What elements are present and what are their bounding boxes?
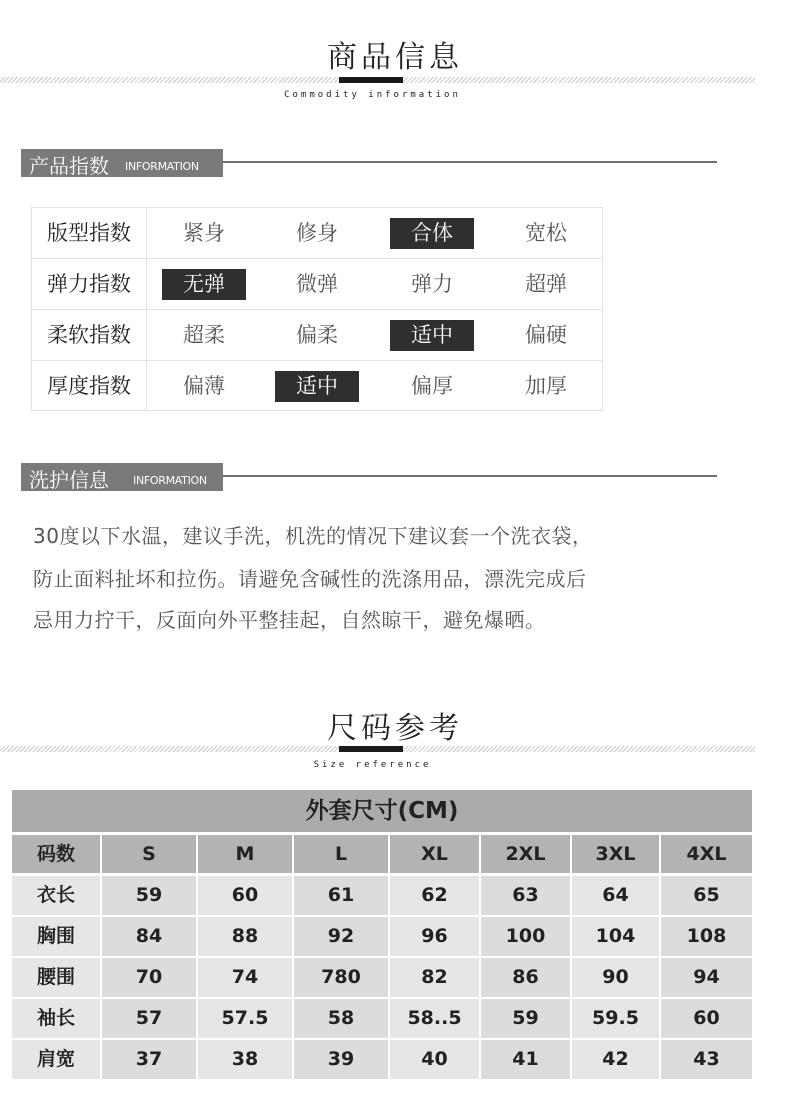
size-header-label: 码数: [12, 835, 100, 873]
size-cell: 59.5: [572, 999, 659, 1038]
index-row-label: 版型指数: [32, 208, 147, 258]
index-row-label: 厚度指数: [32, 361, 147, 411]
size-header-cell: L: [294, 835, 388, 873]
size-header-cell: 4XL: [661, 835, 752, 873]
size-cell: 96: [390, 917, 479, 956]
index-option: 弹力: [411, 272, 453, 296]
size-cell: 57: [102, 999, 196, 1038]
care-text-line-1: 30度以下水温，建议手洗，机洗的情况下建议套一个洗衣袋，: [33, 524, 593, 548]
size-cell: 108: [661, 917, 752, 956]
index-option: 修身: [296, 221, 338, 245]
index-option-selected: 无弹: [162, 269, 246, 300]
size-heading-accent-bar: [339, 746, 403, 752]
size-cell: 88: [198, 917, 292, 956]
size-header-cell: 2XL: [481, 835, 570, 873]
index-row: [32, 361, 602, 412]
size-row-label: 腰围: [12, 958, 100, 997]
index-option: 偏柔: [296, 323, 338, 347]
product-index-label-small: INFORMATION: [125, 160, 199, 173]
size-subtitle: Size reference: [313, 760, 432, 770]
size-header-cell: XL: [390, 835, 479, 873]
index-row-label: 弹力指数: [32, 259, 147, 309]
size-row-label: 袖长: [12, 999, 100, 1038]
care-label-small: INFORMATION: [133, 474, 207, 487]
index-option-selected: 合体: [390, 218, 474, 249]
size-cell: 60: [661, 999, 752, 1038]
index-option: 偏薄: [183, 374, 225, 398]
size-cell: 41: [481, 1040, 570, 1079]
size-row-label: 肩宽: [12, 1040, 100, 1079]
care-tag: [21, 463, 223, 491]
size-cell: 58..5: [390, 999, 479, 1038]
commodity-title: 商品信息: [327, 40, 463, 75]
size-cell: 90: [572, 958, 659, 997]
index-option: 紧身: [183, 221, 225, 245]
index-option: 偏硬: [525, 323, 567, 347]
index-option: 超柔: [183, 323, 225, 347]
size-header-cell: 3XL: [572, 835, 659, 873]
index-option: 宽松: [525, 221, 567, 245]
size-cell: 84: [102, 917, 196, 956]
index-row: [32, 259, 602, 310]
care-text-line-3: 忌用力拧干，反面向外平整挂起，自然晾干，避免爆晒。: [33, 608, 546, 632]
size-header-cell: S: [102, 835, 196, 873]
size-cell: 62: [390, 876, 479, 915]
size-cell: 65: [661, 876, 752, 915]
index-option: 超弹: [525, 272, 567, 296]
index-option: 偏厚: [411, 374, 453, 398]
size-title: 尺码参考: [327, 711, 463, 746]
size-cell: 64: [572, 876, 659, 915]
index-row: [32, 310, 602, 361]
size-cell: 92: [294, 917, 388, 956]
size-cell: 40: [390, 1040, 479, 1079]
product-index-table: [31, 207, 603, 411]
size-cell: 104: [572, 917, 659, 956]
size-cell: 63: [481, 876, 570, 915]
size-table-caption: 外套尺寸(CM): [12, 790, 752, 832]
size-cell: 86: [481, 958, 570, 997]
product-index-label: 产品指数: [29, 154, 109, 178]
care-rule: [223, 475, 717, 477]
size-cell: 60: [198, 876, 292, 915]
product-index-tag: [21, 149, 223, 177]
size-row-label: 衣长: [12, 876, 100, 915]
size-cell: 59: [102, 876, 196, 915]
size-cell: 58: [294, 999, 388, 1038]
care-label: 洗护信息: [29, 468, 109, 492]
care-text-line-2: 防止面料扯坏和拉伤。请避免含碱性的洗涤用品，漂洗完成后: [33, 567, 587, 591]
size-cell: 780: [294, 958, 388, 997]
size-cell: 70: [102, 958, 196, 997]
size-cell: 37: [102, 1040, 196, 1079]
product-index-rule: [223, 161, 717, 163]
index-row: [32, 208, 602, 259]
size-cell: 38: [198, 1040, 292, 1079]
commodity-subtitle: Commodity information: [284, 90, 461, 100]
heading-accent-bar: [339, 77, 403, 83]
size-cell: 100: [481, 917, 570, 956]
size-cell: 74: [198, 958, 292, 997]
size-cell: 57.5: [198, 999, 292, 1038]
index-option: 微弹: [296, 272, 338, 296]
size-cell: 39: [294, 1040, 388, 1079]
size-header-cell: M: [198, 835, 292, 873]
index-option: 加厚: [525, 374, 567, 398]
index-option-selected: 适中: [390, 320, 474, 351]
size-cell: 94: [661, 958, 752, 997]
size-cell: 61: [294, 876, 388, 915]
size-cell: 82: [390, 958, 479, 997]
index-row-label: 柔软指数: [32, 310, 147, 360]
size-cell: 43: [661, 1040, 752, 1079]
size-cell: 42: [572, 1040, 659, 1079]
size-row-label: 胸围: [12, 917, 100, 956]
size-cell: 59: [481, 999, 570, 1038]
index-option-selected: 适中: [275, 371, 359, 402]
